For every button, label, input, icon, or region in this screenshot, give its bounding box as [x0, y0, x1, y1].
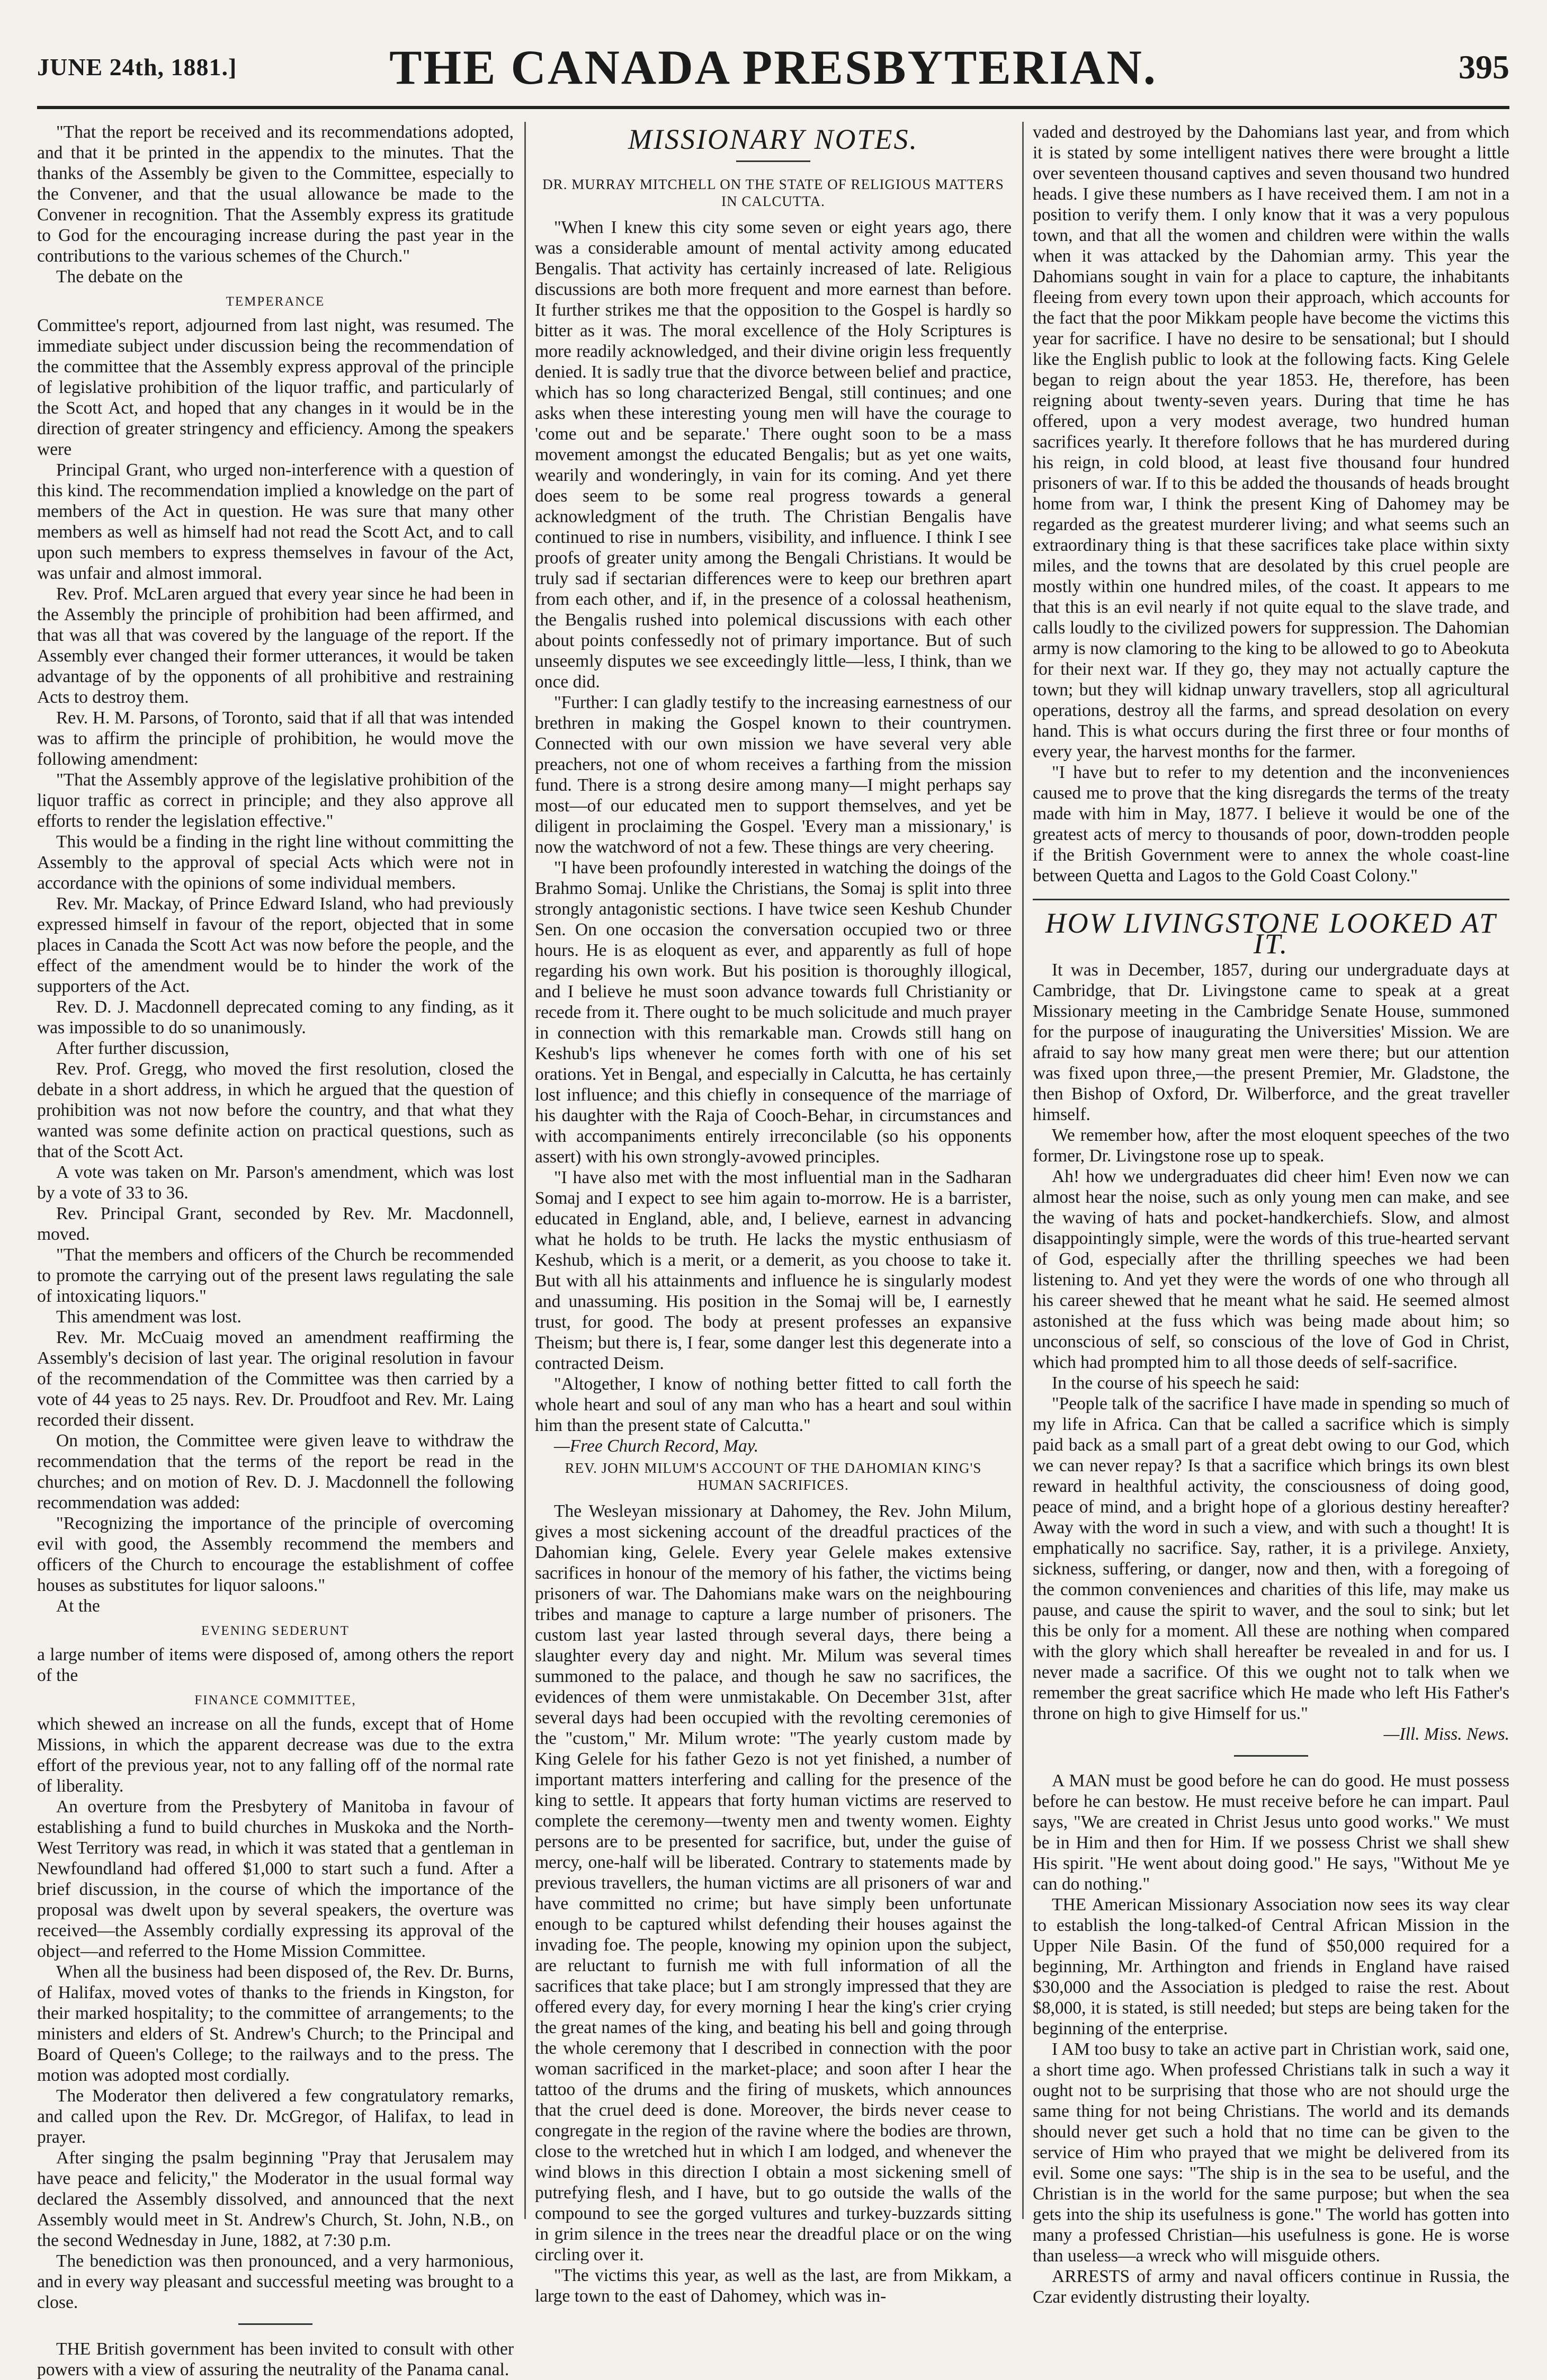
paragraph: An overture from the Presbytery of Manitoba in favour of establishing a fund to build churches in Muskoka and the North-West Territory was read, in which it was stated that a gentleman in Newfoundland had offered $1,000 to start such a fund. After a brief discussion, in the course of which the importance of the proposal was dwelt upon by several speakers, the overture was received—the Assembly cordially expressing its approval of the object—and referred to the Home Mission Committee. [37, 1797, 514, 1961]
section-heading: FINANCE COMMITTEE, [194, 1693, 356, 1707]
page-header [37, 32, 1509, 95]
paragraph: It was in December, 1857, during our undergraduate days at Cambridge, that Dr. Livingstone came to speak at a great Missionary meeting in the Cambridge Senate House, summoned for the purpose of inaugurating the Universities' Mission. We are afraid to say how many great men were there; but our attention was fixed upon three,—the present Premier, Mr. Gladstone, the then Bishop of Oxford, Dr. Wilberforce, and the great traveller himself. [1033, 960, 1509, 1124]
paragraph: The Moderator then delivered a few congratulatory remarks, and called upon the Rev. Dr. McGregor, of Halifax, to lead in prayer. [37, 2086, 514, 2147]
paragraph: Rev. Prof. McLaren argued that every year since he had been in the Assembly the principle of prohibition had been affirmed, and that was all that was covered by the language of the report. If the Assembly ever changed their former utterances, it would be taken advantage of by the opponents of all prohibitive and restraining Acts to destroy them. [37, 584, 514, 707]
news-item: ARRESTS of army and naval officers continue in Russia, the Czar evidently distrusting their loyalty. [1033, 2267, 1509, 2307]
paragraph: After further discussion, [56, 1039, 229, 1058]
separator-rule [238, 2323, 312, 2325]
paragraph: A vote was taken on Mr. Parson's amendment, which was lost by a vote of 33 to 36. [37, 1162, 514, 1203]
column-2 [535, 122, 1012, 2306]
paragraph: The benediction was then pronounced, and a very harmonious, and in every way pleasant and successful meeting was brought to a close. [37, 2251, 514, 2312]
paragraph: Ah! how we undergraduates did cheer him! Even now we can almost hear the noise, such as only young men can make, and see the waving of hats and pocket-handkerchiefs. Slow, and almost disappointingly simple, were the words of this true-hearted servant of God, especially after the thrilling speeches we had been listening to. And yet they were the words of one who through all his career shewed that he meant what he said. He seemed almost astonished at the fuss which was being made about him; so unconscious of self, so conscious of the love of God in Christ, which had prompted him to all those deeds of self-sacrifice. [1033, 1167, 1509, 1372]
news-item: A MAN must be good before he can do good. He must possess before he can bestow. He must receive before he can impart. Paul says, "We are created in Christ Jesus unto good works." We must be in Him and then for Him. If we possess Christ we shall shew His spirit. "He went about doing good." He says, "Without Me ye can do nothing." [1033, 1771, 1509, 1894]
page-number: 395 [1459, 48, 1509, 86]
paragraph: Rev. Mr. McCuaig moved an amendment reaffirming the Assembly's decision of last year. The original resolution in favour of the recommendation of the Committee was then carried by a vote of 44 yeas to 25 nays. Rev. Dr. Proudfoot and Rev. Mr. Laing recorded their dissent. [37, 1328, 514, 1430]
column-1 [37, 122, 514, 2379]
paragraph: Rev. Prof. Gregg, who moved the first resolution, closed the debate in a short address, in which he argued that the question of prohibition was not now before the country, and that what they wanted was some definite action on practical questions, such as that of the Scott Act. [37, 1059, 514, 1161]
paragraph: "Recognizing the importance of the principle of overcoming evil with good, the Assembly recommend the members and officers of the Church to encourage the establishment of coffee houses as substitutes for liquor saloons." [37, 1514, 514, 1595]
paragraph: "Further: I can gladly testify to the increasing earnestness of our brethren in making the Gospel known to their countrymen. Connected with our own mission we have several very able preachers, not one of whom receives a farthing from the mission fund. There is a strong desire among many—I might perhaps say most—of our educated men to support themselves, and yet be diligent in proclaiming the Gospel. 'Every man a missionary,' is now the watchword of not a few. These things are very cheering. [535, 693, 1012, 857]
paragraph: Committee's report, adjourned from last night, was resumed. The immediate subject under discussion being the recommendation of the committee that the Assembly express approval of the principle of legislative prohibition of the liquor traffic, and particularly of the Scott Act, and hoped that any changes in it would be in the direction of greater stringency and efficiency. Among the speakers were [37, 316, 514, 459]
paragraph: "I have but to refer to my detention and the inconveniences caused me to prove that the king disregards the terms of the treaty made with him in May, 1877. I believe it would be one of the greatest acts of mercy to thousands of poor, down-trodden people if the British Government were to annex the whole coast-line between Quetta and Lagos to the Gold Coast Colony." [1033, 763, 1509, 885]
paragraph: This amendment was lost. [56, 1307, 242, 1327]
paragraph: On motion, the Committee were given leave to withdraw the recommendation that the terms of the report be read in the churches; and on motion of Rev. D. J. Macdonnell the following recommendation was added: [37, 1431, 514, 1513]
separator-rule [736, 160, 810, 162]
section-heading: TEMPERANCE [226, 294, 325, 309]
header-rule [37, 106, 1509, 109]
paragraph: "I have also met with the most influential man in the Sadharan Somaj and I expect to see him again to-morrow. He is a barrister, educated in England, able, and, I believe, earnest in advancing what he holds to be truth. He lacks the mystic enthusiasm of Keshub, which is a merit, or a demerit, as you choose to take it. But with all his attainments and influence he is singularly modest and unassuming. His position in the Somaj will be, I earnestly trust, for good. The body at present professes an expansive Theism; but there is, I fear, some danger lest this degenerate into a contracted Deism. [535, 1168, 1012, 1373]
news-item: THE British government has been invited to consult with other powers with a view of assuring the neutrality of the Panama canal. [37, 2339, 514, 2379]
paragraph: "I have been profoundly interested in watching the doings of the Brahmo Somaj. Unlike the Christians, the Somaj is split into three strongly antagonistic sections. I have twice seen Keshub Chunder Sen. On one occasion the conversation occupied two or three hours. He is as eloquent as ever, and apparently as full of hope regarding his own work. But his position is thoroughly illogical, and I believe he must soon advance towards full Christianity or recede from it. There ought to be much solicitude and much prayer in connection with this remarkable man. Crowds still hang on Keshub's lips whenever he comes forth with one of his set orations. Yet in Bengal, and especially in Calcutta, he has certainly lost influence; and this chiefly in consequence of the marriage of his daughter with the Raja of Cooch-Behar, in circumstances and with accompaniments entirely irreconcilable (so his opponents assert) with his own strongly-avowed principles. [535, 858, 1012, 1167]
column-3 [1033, 122, 1509, 2307]
paragraph: This would be a finding in the right line without committing the Assembly to the approval of special Acts which were not in accordance with the opinions of some individual members. [37, 832, 514, 893]
paragraph: vaded and destroyed by the Dahomians last year, and from which it is stated by some intelligent natives there were brought a little over seventeen thousand captives and seven thousand two hundred heads. I give these numbers as I have received them. I am not in a position to verify them. I only know that it was a very populous town, and that all the women and children were within the walls when it was attacked by the Dahomian army. This year the Dahomians sought in vain for a place to capture, the inhabitants fleeing from every town upon their approach, which accounts for the fact that the poor Mikkam people have become the victims this year for sacrifice. I have no desire to be sensational; but I should like the English public to look at the following facts. King Gelele began to reign about the year 1853. He, therefore, has been reigning about twenty-seven years. During that time he has offered, upon a very modest average, two hundred human sacrifices yearly. It therefore follows that he has murdered during his reign, in cold blood, at least five thousand four hundred prisoners of war. If to this be added the thousands of heads brought home from war, I think the present King of Dahomey may be regarded as the greatest murderer living; and what seems such an extraordinary thing is that these sacrifices take place within sixty miles, and the towns that are desolated by this cruel people are mostly within one hundred miles, of the coast. It appears to me that this is an evil nearly if not quite equal to the slave trade, and calls loudly to the civilized powers for suppression. The Dahomian army is now clamoring to the king to be allowed to go to Abeokuta for their next war. If they go, they may not actually capture the town; but they will kidnap unwary travellers, stop all agricultural operations, destroy all the farms, and spread desolation on every hand. This is what occurs during the first three or four months of every year, the harvest months for the farmer. [1033, 122, 1509, 762]
column-divider [1022, 122, 1024, 2219]
paragraph: Principal Grant, who urged non-interference with a question of this kind. The recommendation implied a knowledge on the part of members of the Act in question. He was sure that many other members as well as himself had not read the Scott Act, and to call upon such members to express themselves in favour of the Act, was unfair and almost immoral. [37, 460, 514, 583]
article-subheading: DR. MURRAY MITCHELL ON THE STATE OF RELIGIOUS MATTERS IN CALCUTTA. [542, 176, 1004, 209]
separator-rule [1033, 899, 1509, 900]
paragraph: which shewed an increase on all the funds, except that of Home Missions, in which the apparent decrease was due to the extra effort of the previous year, not to any falling off of the normal rate of liberality. [37, 1714, 514, 1796]
paragraph: Rev. Principal Grant, seconded by Rev. Mr. Macdonnell, moved. [37, 1204, 514, 1244]
source-credit: —Free Church Record, May. [554, 1436, 759, 1456]
article-title: MISSIONARY NOTES. [628, 123, 919, 155]
paragraph: a large number of items were disposed of, among others the report of the [37, 1645, 514, 1685]
paragraph: Rev. H. M. Parsons, of Toronto, said that if all that was intended was to affirm the principle of prohibition, he would move the following amendment: [37, 708, 514, 769]
section-heading: EVENING SEDERUNT [201, 1624, 350, 1638]
paragraph: In the course of his speech he said: [1052, 1373, 1300, 1393]
paragraph: "People talk of the sacrifice I have made in spending so much of my life in Africa. Can that be called a sacrifice which is simply paid back as a small part of a great debt owing to our God, which we can never repay? Is that a sacrifice which brings its own blest reward in healthful activity, the consciousness of doing good, peace of mind, and a bright hope of a glorious destiny hereafter? Away with the word in such a view, and with such a thought! It is emphatically no sacrifice. Say, rather, it is a privilege. Anxiety, sickness, suffering, or danger, now and then, with a foregoing of the common conveniences and charities of this life, may make us pause, and cause the spirit to waver, and the soul to sink; but let this be only for a moment. All these are nothing when compared with the glory which shall hereafter be revealed in and for us. I never made a sacrifice. Of this we ought not to talk when we remember the great sacrifice which He made who left His Father's throne on high to give Himself for us." [1033, 1394, 1509, 1723]
source-credit: —Ill. Miss. News. [1383, 1724, 1509, 1744]
issue-date: JUNE 24th, 1881.] [37, 53, 237, 80]
paragraph: At the [56, 1596, 100, 1616]
paragraph: When all the business had been disposed of, the Rev. Dr. Burns, of Halifax, moved votes of thanks to the friends in Kingston, for their marked hospitality; to the committee of arrangements; to the ministers and elders of St. Andrew's Church; to the Principal and Board of Queen's College; to the railways and to the press. The motion was adopted most cordially. [37, 1962, 514, 2085]
paragraph: "When I knew this city some seven or eight years ago, there was a considerable amount of mental activity among educated Bengalis. That activity has certainly increased of late. Religious discussions are both more frequent and more earnest than before. It further strikes me that the opposition to the Gospel is hardly so bitter as it was. The moral excellence of the Holy Scriptures is more readily acknowledged, and their divine origin less frequently denied. It is sadly true that the divorce between belief and practice, which has so long characterized Bengal, still continues; and one asks when these interesting young men will have the courage to 'come out and be separate.' There ought soon to be a mass movement amongst the educated Bengalis; but as yet one waits, wearily and wonderingly, in vain for its coming. And yet there does seem to be some real progress towards a general acknowledgment of the truth. The Christian Bengalis have continued to rise in numbers, visibility, and influence. I think I see proofs of greater unity among the Bengali Christians. It would be truly sad if sectarian differences were to keep our brethren apart from each other, and if, in the presence of a colossal heathenism, the Bengalis rushed into polemical discussions with each other about points confessedly not of primary importance. But of such unseemly disputes we see exceedingly little—less, I think, than we once did. [535, 218, 1012, 692]
paragraph: After singing the psalm beginning "Pray that Jerusalem may have peace and felicity," the Moderator in the usual formal way declared the Assembly dissolved, and announced that the next Assembly would meet in St. Andrew's Church, St. John, N.B., on the second Wednesday in June, 1882, at 7:30 p.m. [37, 2148, 514, 2250]
separator-rule [1234, 1755, 1308, 1757]
paragraph: "That the report be received and its recommendations adopted, and that it be printed in the appendix to the minutes. That the thanks of the Assembly be given to the Committee, especially to the Convener, and that the usual allowance be made to the Convener in recognition. That the Assembly express its gratitude to God for the encouraging increase during the past year in the contributions to the various schemes of the Church." [37, 122, 514, 266]
paragraph: "That the Assembly approve of the legislative prohibition of the liquor traffic as correct in principle; and they also approve all efforts to render the legislation effective." [37, 770, 514, 831]
paragraph: We remember how, after the most eloquent speeches of the two former, Dr. Livingstone rose up to speak. [1033, 1125, 1509, 1166]
article-title: HOW LIVINGSTONE LOOKED AT IT. [1045, 907, 1497, 960]
column-divider [524, 122, 526, 2219]
paragraph: "Altogether, I know of nothing better fitted to call forth the whole heart and soul of any man who has a heart and soul within him than the present state of Calcutta." [535, 1374, 1012, 1435]
news-item: THE American Missionary Association now sees its way clear to establish the long-talked-of Central African Mission in the Upper Nile Basin. Of the fund of $50,000 required for a beginning, Mr. Arthington and friends in England have raised $30,000 and the Association is pledged to raise the rest. About $8,000, it is stated, is still needed; but steps are being taken for the beginning of the enterprise. [1033, 1895, 1509, 2038]
article-subheading: REV. JOHN MILUM'S ACCOUNT OF THE DAHOMIAN KING'S HUMAN SACRIFICES. [565, 1460, 982, 1493]
masthead-title: THE CANADA PRESBYTERIAN. [389, 40, 1157, 94]
paragraph: Rev. D. J. Macdonnell deprecated coming to any finding, as it was impossible to do so unanimously. [37, 997, 514, 1037]
paragraph: "That the members and officers of the Church be recommended to promote the carrying out of the present laws regulating the sale of intoxicating liquors." [37, 1245, 514, 1306]
news-item: I AM too busy to take an active part in Christian work, said one, a short time ago. When professed Christians talk in such a way it ought not to be surprising that those who are not should urge the same thing for not being Christians. The world and its demands should never get such a hold that no time can be given to the service of Him who prayed that we might be delivered from its evil. Some one says: "The ship is in the sea to be useful, and the Christian is in the world for the same purpose; but when the sea gets into the ship its usefulness is gone." The world has gotten into many a professed Christian—his usefulness is gone. He is worse than useless—a wreck who will misguide others. [1033, 2039, 1509, 2266]
paragraph: "The victims this year, as well as the last, are from Mikkam, a large town to the east of Dahomey, which was in- [535, 2266, 1012, 2306]
paragraph: The debate on the [56, 267, 183, 287]
paragraph: Rev. Mr. Mackay, of Prince Edward Island, who had previously expressed himself in favour of the report, objected that in some places in Canada the Scott Act was now before the people, and the effect of the amendment would be to hinder the work of the supporters of the Act. [37, 894, 514, 996]
paragraph: The Wesleyan missionary at Dahomey, the Rev. John Milum, gives a most sickening account of the dreadful practices of the Dahomian king, Gelele. Every year Gelele makes extensive sacrifices in honour of the memory of his father, the victims being prisoners of war. The Dahomians make wars on the neighbouring tribes and manage to capture a large number of prisoners. The custom last year lasted through several days, there being a slaughter every day and night. Mr. Milum was several times summoned to the palace, and though he saw no sacrifices, the evidences of them were unmistakable. On December 31st, after several days had been occupied with the revolting ceremonies of the "custom," Mr. Milum wrote: "The yearly custom made by King Gelele for his father Gezo is not yet finished, a number of important matters interfering and calling for the presence of the king to settle. It appears that forty human victims are reserved to complete the ceremony—twenty men and twenty women. Eighty persons are to be presented for sacrifice, but, under the guise of mercy, one-half will be liberated. Contrary to statements made by previous travellers, the human victims are all prisoners of war and have committed no crime; but have simply been unfortunate enough to be captured whilst defending their houses against the invading foe. The people, knowing my opinion upon the subject, are reluctant to furnish me with full information of all the sacrifices that take place; but I am strongly impressed that they are offered every day, for every morning I hear the king's crier crying the great names of the king, and beating his bell and going through the whole ceremony that I described in connection with the poor woman sacrificed in the market-place; and soon after I hear the tattoo of the drums and the firing of muskets, which announces that the cruel deed is done. Moreover, the birds never cease to congregate in the region of the ravine where the bodies are thrown, close to the wretched hut in which I am lodged, and whenever the wind blows in this direction I obtain a most sickening smell of putrefying flesh, and I have, but to go outside the walls of the compound to see the gorged vultures and turkey-buzzards sitting in grim silence in the trees near the dreadful place or on the wing circling over it. [535, 1501, 1012, 2265]
